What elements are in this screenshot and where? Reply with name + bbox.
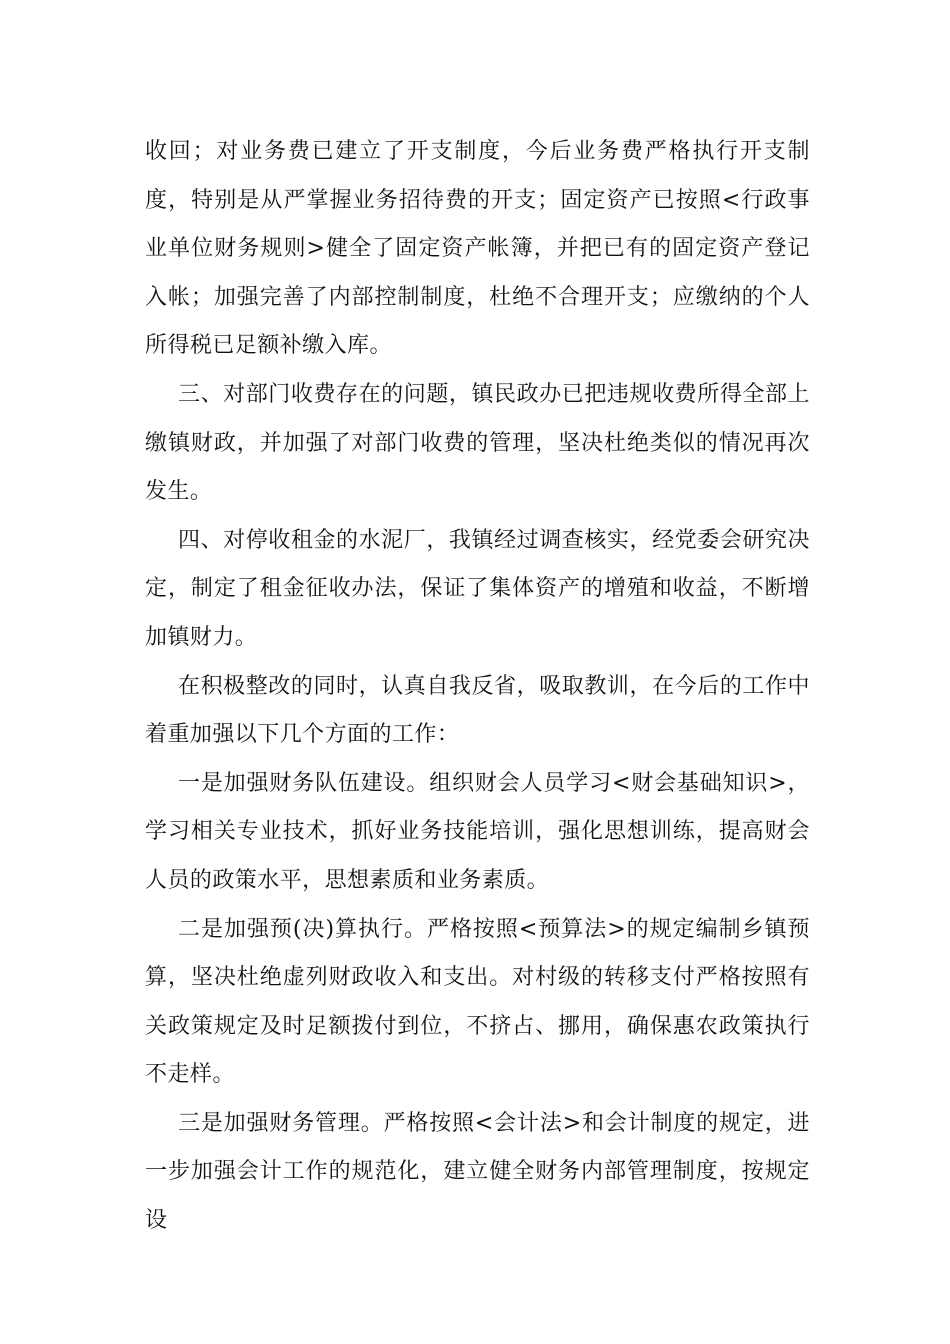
paragraph-7: 三是加强财务管理。严格按照<会计法>和会计制度的规定，进一步加强会计工作的规范化，建立健全财务内部管理制度，按规定设	[145, 1110, 810, 1234]
paragraph-3: 四、对停收租金的水泥厂，我镇经过调查核实，经党委会研究决定，制定了租金征收办法，保证了集体资产的增殖和收益，不断增加镇财力。	[145, 527, 810, 650]
paragraph-5: 一是加强财务队伍建设。组织财会人员学习<财会基础知识>，学习相关专业技术，抓好业务技能培训，强化思想训练，提高财会人员的政策水平，思想素质和业务素质。	[145, 770, 810, 893]
document-body	[145, 128, 810, 1246]
paragraph-1: 收回；对业务费已建立了开支制度，今后业务费严格执行开支制度，特别是从严掌握业务招待费的开支；固定资产已按照<行政事业单位财务规则>健全了固定资产帐簿，并把已有的固定资产登记入帐；加强完善了内部控制制度，杜绝不合理开支；应缴纳的个人所得税已足额补缴入库。	[145, 139, 810, 359]
paragraph-6: 二是加强预(决)算执行。严格按照<预算法>的规定编制乡镇预算，坚决杜绝虚列财政收入和支出。对村级的转移支付严格按照有关政策规定及时足额拨付到位，不挤占、挪用，确保惠农政策执行不走样。	[145, 916, 810, 1088]
paragraph-2: 三、对部门收费存在的问题，镇民政办已把违规收费所得全部上缴镇财政，并加强了对部门收费的管理，坚决杜绝类似的情况再次发生。	[145, 381, 810, 505]
paragraph-4: 在积极整改的同时，认真自我反省，吸取教训，在今后的工作中着重加强以下几个方面的工作：	[145, 673, 810, 748]
